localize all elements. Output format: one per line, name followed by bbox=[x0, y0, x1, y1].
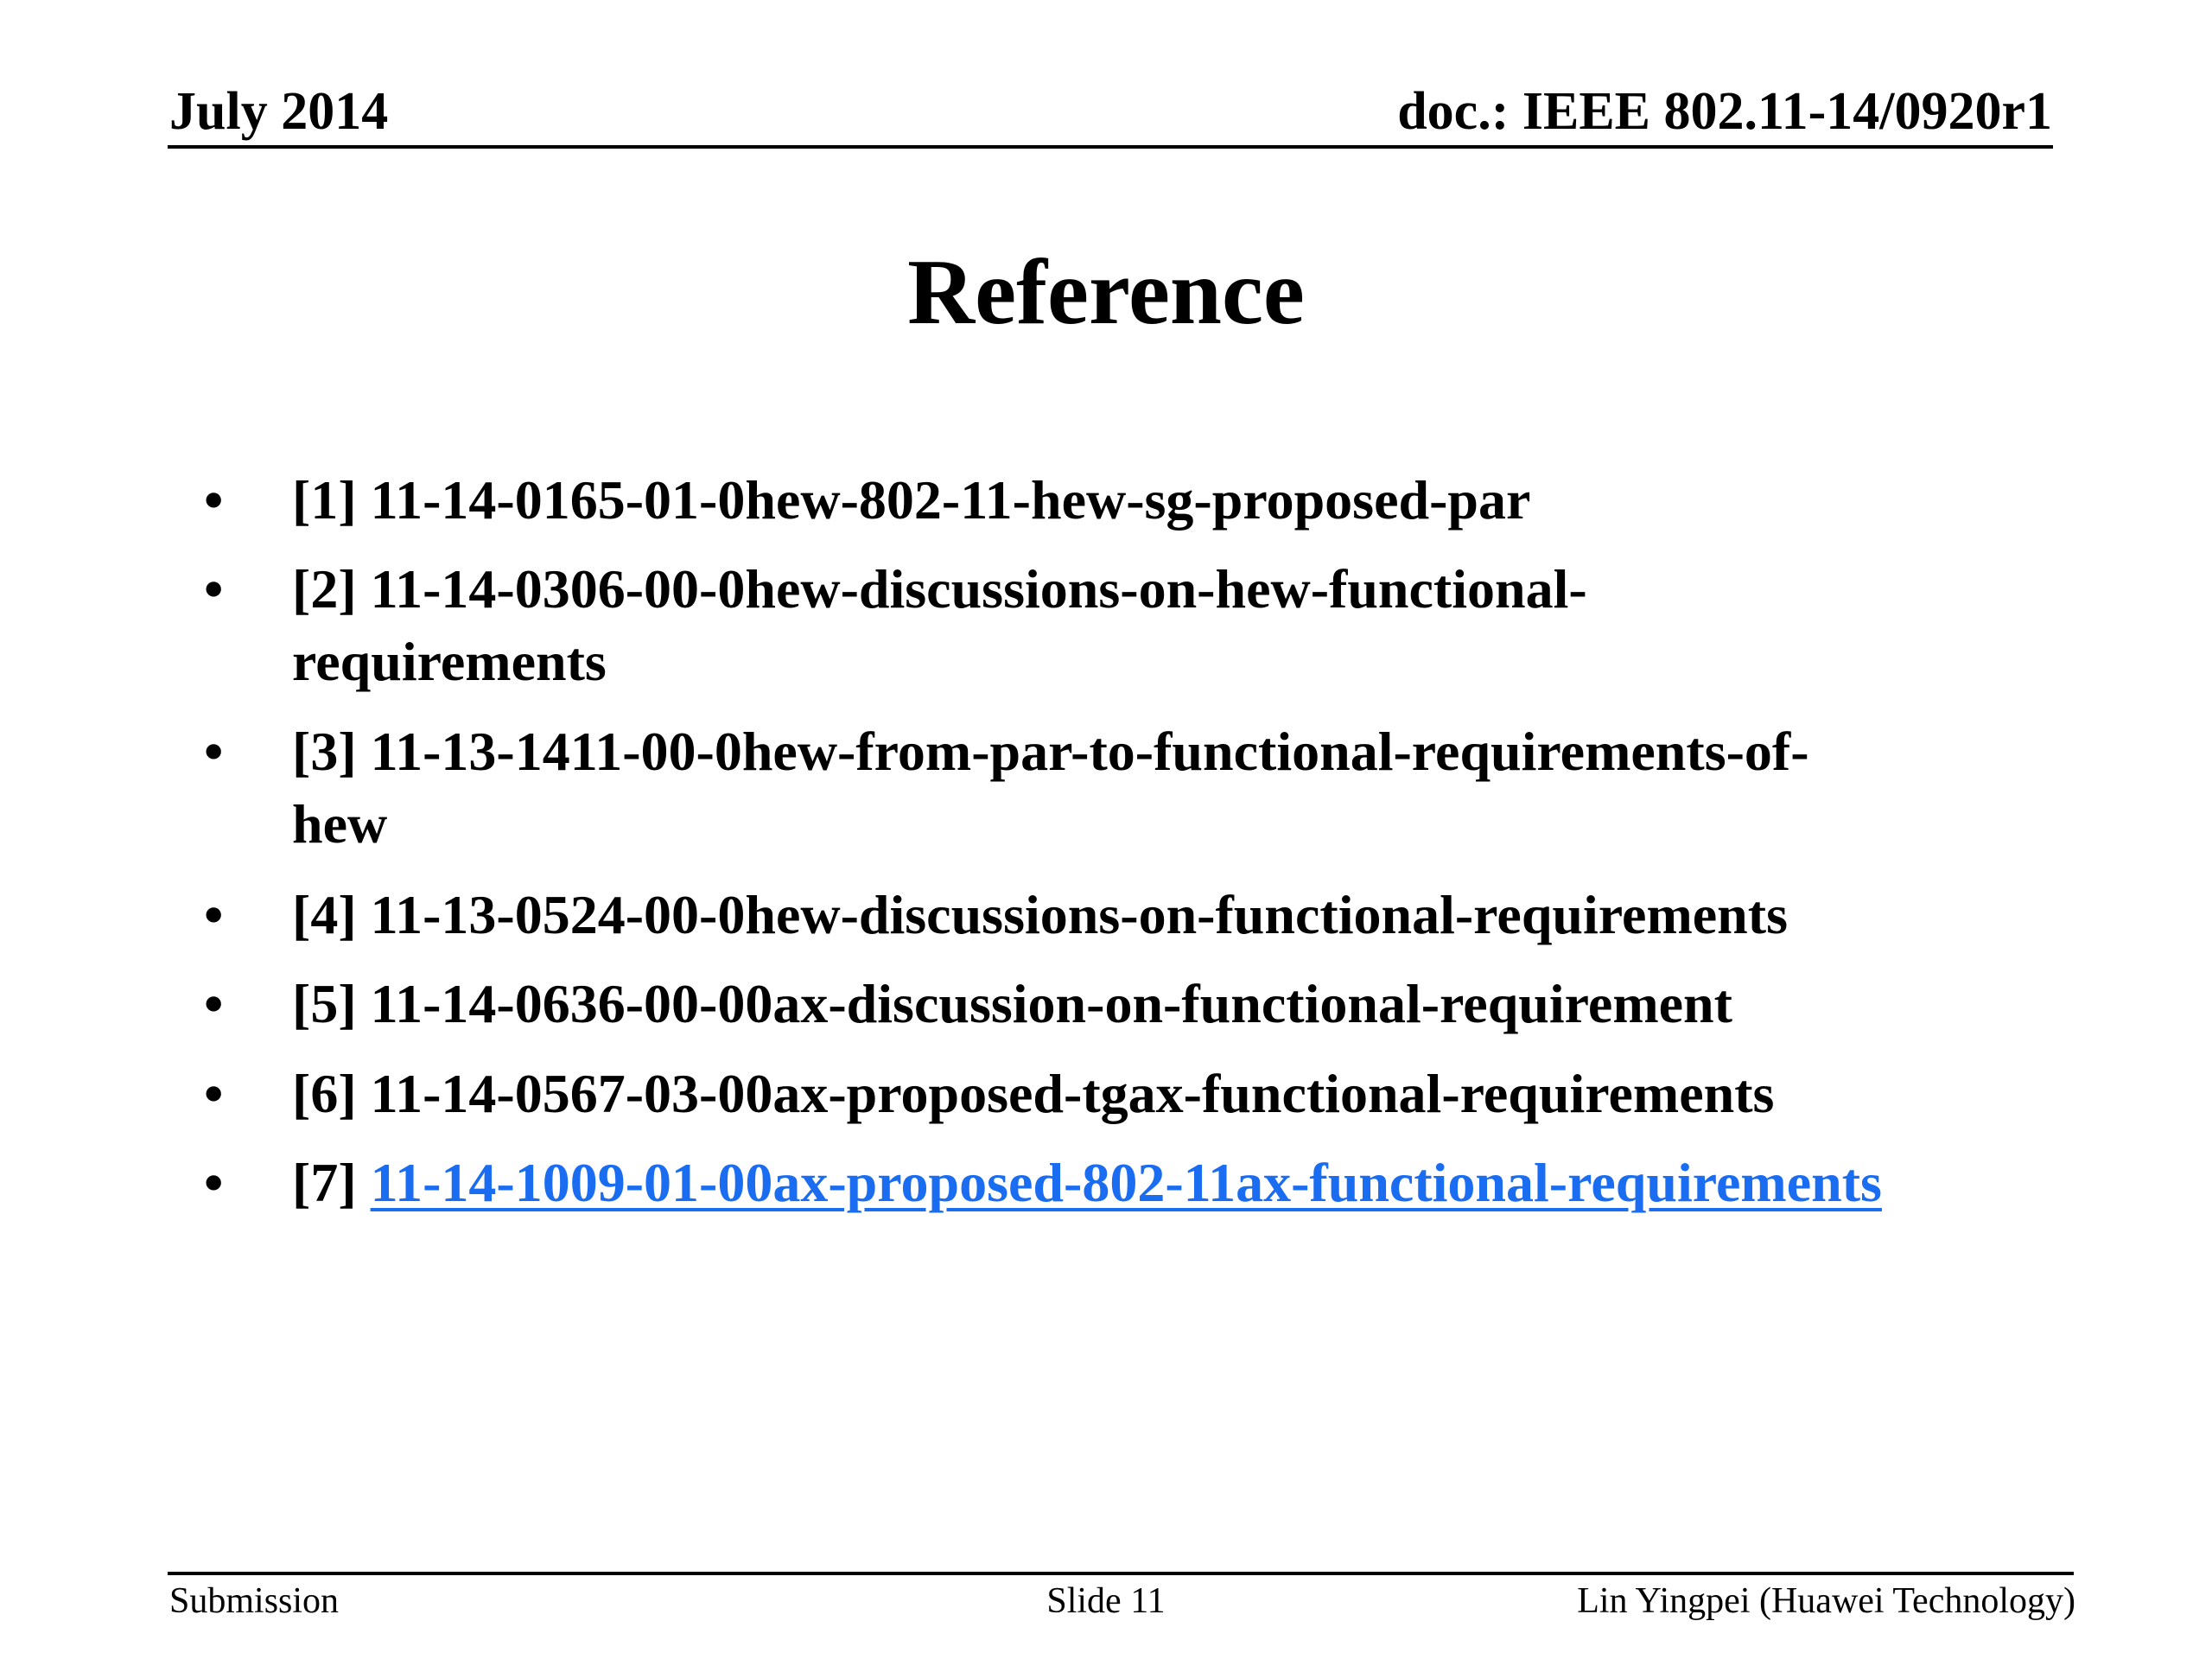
reference-text bbox=[292, 464, 2089, 537]
bullet-icon: • bbox=[204, 1152, 224, 1213]
slide-title: Reference bbox=[907, 241, 1305, 344]
header-doc-id: doc.: IEEE 802.11-14/0920r1 bbox=[1397, 82, 2052, 141]
reference-link[interactable]: 11-14-1009-01-00ax-proposed-802-11ax-functional-requirements bbox=[370, 1152, 1882, 1213]
footer-author: Lin Yingpei (Huawei Technology) bbox=[1577, 1581, 2075, 1621]
reference-text bbox=[292, 1058, 2089, 1130]
footer-divider bbox=[168, 1572, 2074, 1575]
footer-slide-number: Slide 11 bbox=[1046, 1581, 1166, 1621]
bullet-icon: • bbox=[204, 884, 224, 945]
bullet-icon: • bbox=[204, 973, 224, 1034]
reference-text bbox=[292, 968, 2089, 1040]
reference-prefix: [7] bbox=[292, 1152, 371, 1213]
bullet-icon: • bbox=[204, 469, 224, 531]
bullet-icon: • bbox=[204, 721, 224, 782]
header-date: July 2014 bbox=[169, 82, 389, 141]
reference-line: [1] 11-14-0165-01-0hew-802-11-hew-sg-proposed-par bbox=[292, 469, 1531, 531]
reference-line: hew bbox=[292, 793, 388, 855]
reference-line: [5] 11-14-0636-00-00ax-discussion-on-functional-requirement bbox=[292, 973, 1732, 1034]
reference-line: [2] 11-14-0306-00-0hew-discussions-on-hew-functional- bbox=[292, 558, 1587, 620]
bullet-icon: • bbox=[204, 1063, 224, 1124]
reference-line: [6] 11-14-0567-03-00ax-proposed-tgax-functional-requirements bbox=[292, 1063, 1775, 1124]
reference-text bbox=[292, 1147, 2089, 1219]
reference-line: requirements bbox=[292, 631, 607, 692]
reference-text bbox=[292, 879, 2089, 951]
reference-line: [3] 11-13-1411-00-0hew-from-par-to-functional-requirements-of- bbox=[292, 721, 1809, 782]
reference-line: [4] 11-13-0524-00-0hew-discussions-on-functional-requirements bbox=[292, 884, 1788, 945]
footer-submission: Submission bbox=[169, 1581, 340, 1621]
bullet-icon: • bbox=[204, 558, 224, 620]
reference-text bbox=[292, 553, 2089, 698]
reference-text bbox=[292, 715, 2089, 861]
